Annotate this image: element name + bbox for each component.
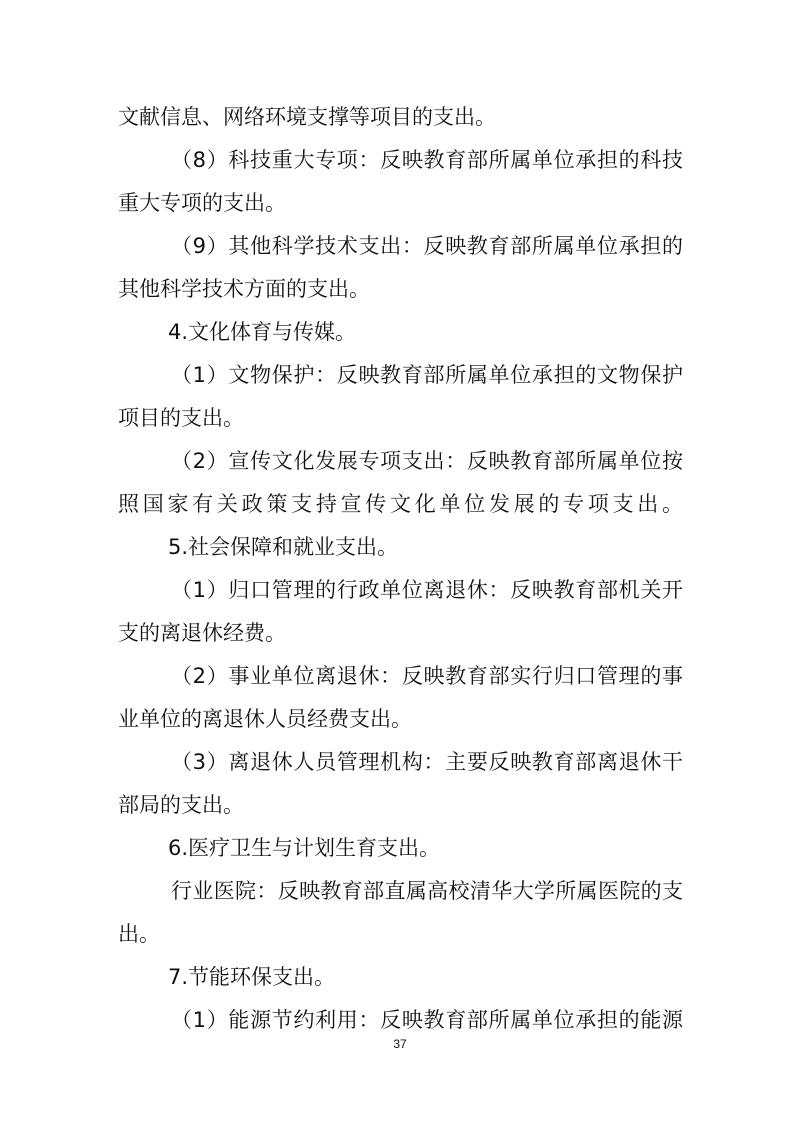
text-line: 项目的支出。 <box>118 406 244 430</box>
text-line: 照国家有关政策支持宣传文化单位发展的专项支出。 <box>118 492 683 516</box>
text-line: （1）能源节约利用：反映教育部所属单位承担的能源 <box>171 1008 683 1032</box>
text-line: （1）文物保护：反映教育部所属单位承担的文物保护 <box>171 363 683 387</box>
text-line: （9）其他科学技术支出：反映教育部所属单位承担的 <box>171 234 683 258</box>
section-heading: 7.节能环保支出。 <box>168 965 336 989</box>
text-line: 部局的支出。 <box>118 793 244 817</box>
text-line: 支的离退休经费。 <box>118 621 286 645</box>
text-line: （3）离退休人员管理机构：主要反映教育部离退休干 <box>171 750 683 774</box>
section-heading: 4.文化体育与传媒。 <box>168 320 357 344</box>
text-line: 业单位的离退休人员经费支出。 <box>118 707 412 731</box>
text-line: （8）科技重大专项：反映教育部所属单位承担的科技 <box>171 148 683 172</box>
text-line: 出。 <box>118 922 160 946</box>
section-heading: 5.社会保障和就业支出。 <box>168 535 399 559</box>
text-line: 文献信息、网络环境支撑等项目的支出。 <box>118 105 496 129</box>
text-line: （1）归口管理的行政单位离退休：反映教育部机关开 <box>171 578 683 602</box>
text-line: 行业医院：反映教育部直属高校清华大学所属医院的支 <box>171 879 683 903</box>
text-line: （2）事业单位离退休：反映教育部实行归口管理的事 <box>171 664 683 688</box>
text-line: 重大专项的支出。 <box>118 191 286 215</box>
text-line: （2）宣传文化发展专项支出：反映教育部所属单位按 <box>171 449 683 473</box>
page-number: 37 <box>393 1037 407 1051</box>
section-heading: 6.医疗卫生与计划生育支出。 <box>168 836 441 860</box>
text-line: 其他科学技术方面的支出。 <box>118 277 370 301</box>
